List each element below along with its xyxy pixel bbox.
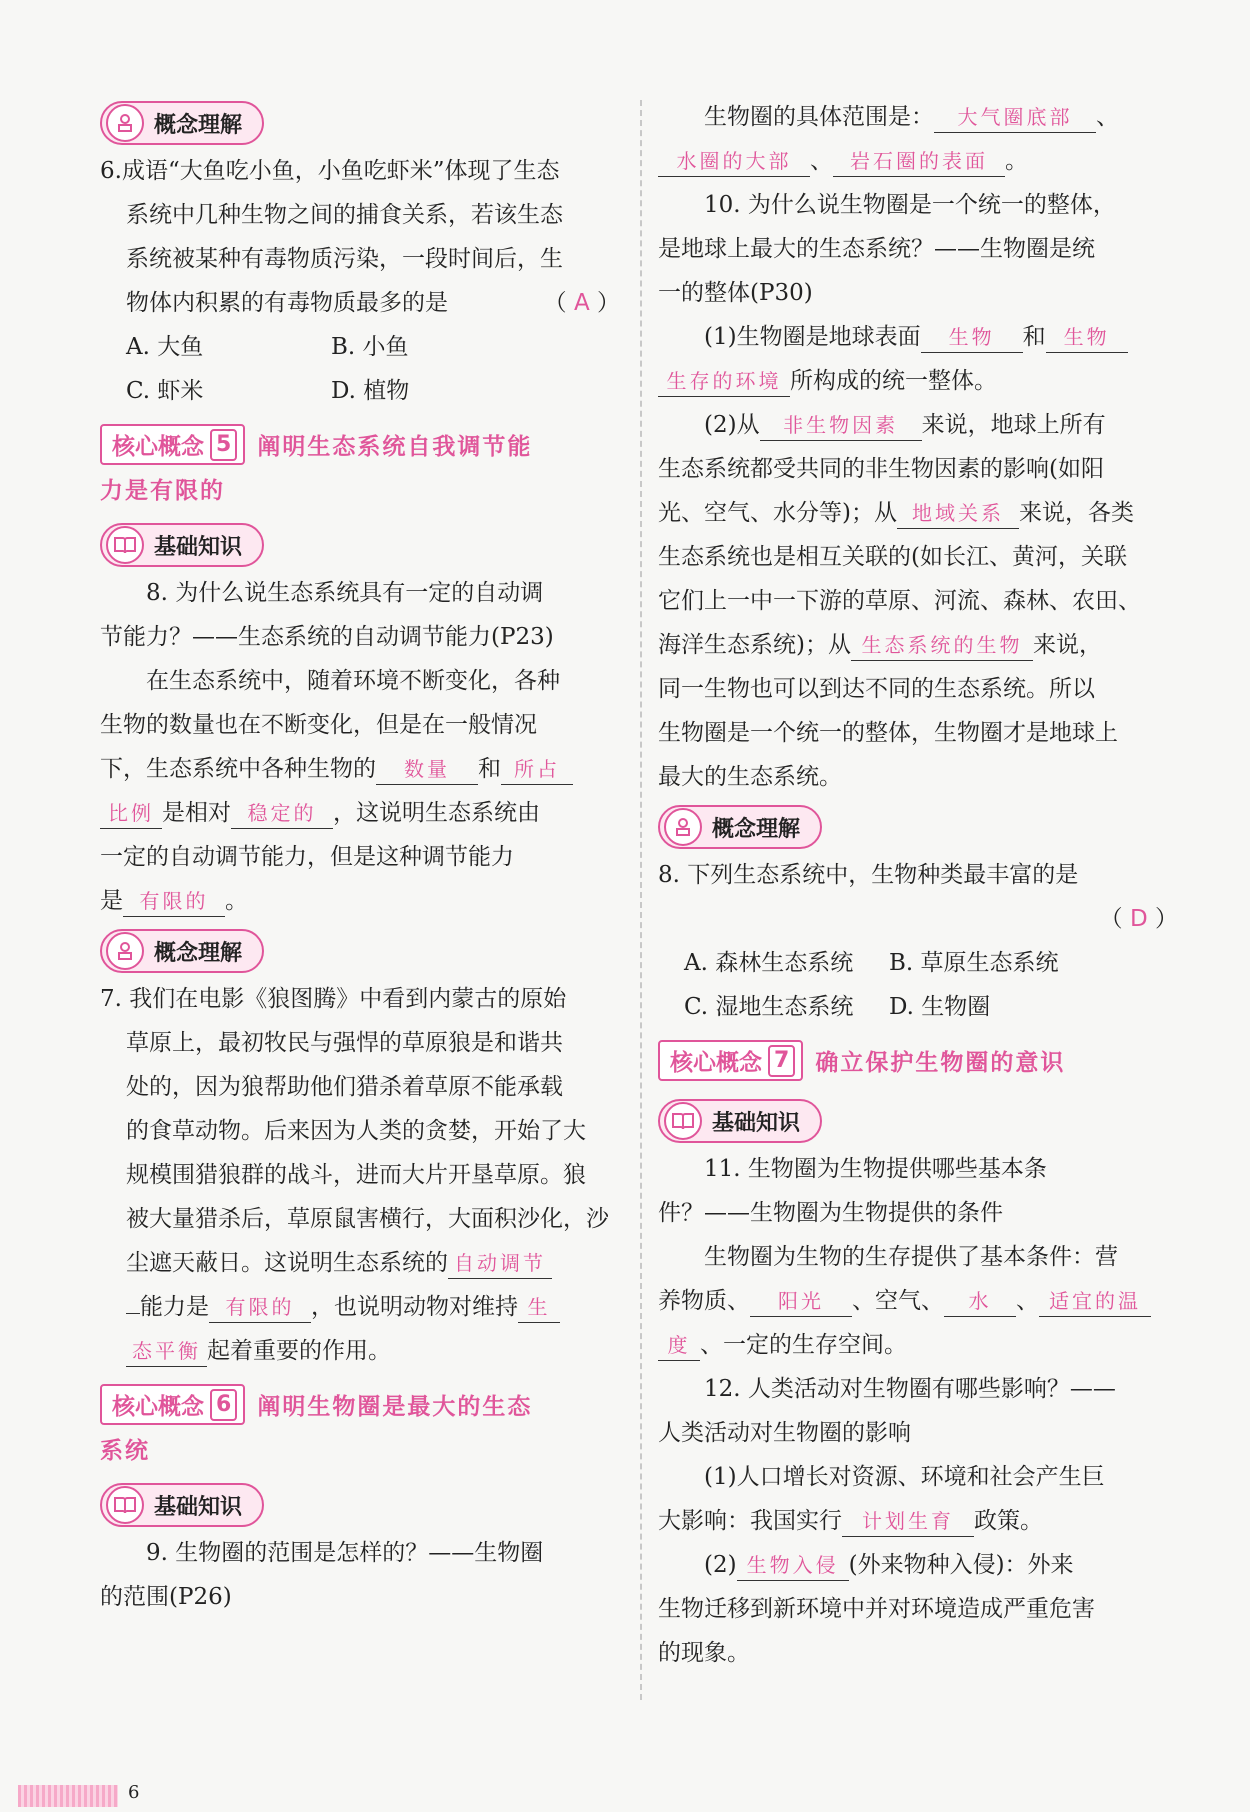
answer-blank: 生物入侵	[737, 1550, 849, 1581]
answer-choice: D	[1129, 906, 1148, 932]
answer-blank: 大气圈底部	[934, 102, 1096, 133]
answer-blank: 地域关系	[897, 498, 1019, 529]
left-column	[100, 95, 620, 1619]
question-12: 12. 人类活动对生物圈有哪些影响？—— 人类活动对生物圈的影响 (1)人口增长对资源、环境和社会产生巨 大影响：我国实行 计划生育 政策。 (2) 生物入侵 (外来物种入侵)：外来 生物迁移到新环境中并对环境造成严重危害 的现象。	[658, 1376, 1116, 1666]
right-column	[658, 95, 1178, 1675]
question-10: 10. 为什么说生物圈是一个统一的整体， 是地球上最大的生态系统？——生物圈是统 一的整体(P30) (1)生物圈是地球表面 生物 和 生物 生存的环境 所构成的统一整体。 (2)从 非生物因素 来说，地球上所有 生态系统都受共同的非生物因素的影响(如阳 光、空气、水分等)；从 地域关系 来说，各类 生态系统也是相互关联的(如长江、黄河，关联 它们上一中一下游的草原、河流、森林、农田、 海洋生态系统)；从 生态系统的生物 来说， 同一生物也可以到达不同的生态系统。所以 生物圈是一个统一的整体，生物圈才是地球上 最大的生态系统。	[658, 192, 1141, 790]
answer-blank: 有限的	[209, 1292, 311, 1323]
answer-blank: 生态系统的生物	[851, 630, 1033, 661]
answer-blank: 所占	[501, 754, 573, 785]
answer-blank: 生物	[921, 322, 1023, 353]
answer-blank: 水圈的大部	[658, 146, 810, 177]
answer-blank: 岩石圈的表面	[833, 146, 1005, 177]
tag-basic-knowledge-2: 基础知识	[100, 1483, 264, 1527]
tag-concept-understanding-3: 概念理解	[658, 805, 822, 849]
answer-blank: 计划生育	[842, 1506, 974, 1537]
answer-blank: 非生物因素	[760, 410, 922, 441]
tag-concept-understanding-2: 概念理解	[100, 929, 264, 973]
core-concept-6: 核心概念 6 阐明生物圈是最大的生态 系统	[100, 1383, 620, 1471]
book-icon	[106, 526, 144, 564]
answer-blank: 生存的环境	[658, 366, 790, 397]
answer-choice: A	[573, 290, 590, 316]
question-9: 9. 生物圈的范围是怎样的？——生物圈 的范围(P26)	[100, 1540, 544, 1610]
book-icon	[664, 1102, 702, 1140]
answer-blank: 生物	[1046, 322, 1128, 353]
biosphere-scope: 生物圈的具体范围是： 大气圈底部 、 水圈的大部 、 岩石圈的表面 。	[658, 95, 1178, 183]
person-reading-icon	[106, 932, 144, 970]
answer-blank: 数量	[376, 754, 478, 785]
answer-blank: 生	[518, 1292, 560, 1323]
footer-decoration	[18, 1785, 118, 1807]
answer-blank: 有限的	[123, 886, 225, 917]
person-reading-icon	[106, 104, 144, 142]
tag-basic-knowledge-3: 基础知识	[658, 1099, 822, 1143]
answer-blank: 阳光	[750, 1286, 852, 1317]
question-11: 11. 生物圈为生物提供哪些基本条 件？——生物圈为生物提供的条件 生物圈为生物的生存提供了基本条件：营 养物质、 阳光 、空气、 水 、 适宜的温 度 、一定的生存空间。	[658, 1147, 1178, 1367]
answer-blank: 态平衡	[126, 1336, 207, 1367]
question-6: 6.成语“大鱼吃小鱼，小鱼吃虾米”体现了生态 系统中几种生物之间的捕食关系，若该生态 系统被某种有毒物质污染，一段时间后，生 物体内积累的有毒物质最多的是 （ A ） A. 大鱼 B. 小鱼 C. 虾米 D. 植物	[100, 158, 620, 404]
answer-blank: 稳定的	[231, 798, 333, 829]
question-7: 7. 我们在电影《狼图腾》中看到内蒙古的原始 草原上，最初牧民与强悍的草原狼是和谐共 处的，因为狼帮助他们猎杀着草原不能承载 的食草动物。后来因为人类的贪婪，开始了大 规模围猎狼群的战斗，进而大片开垦草原。狼 被大量猎杀后，草原鼠害横行，大面积沙化，沙 尘遮天蔽日。这说明生态系统的 自动调节 能力是 有限的 ，也说明动物对维持 生 态平衡 起着重要的作用。	[100, 977, 620, 1373]
question-8-right: 8. 下列生态系统中，生物种类最丰富的是 （ D ） A. 森林生态系统 B. 草原生态系统 C. 湿地生态系统 D. 生物圈	[658, 862, 1178, 1020]
book-icon	[106, 1486, 144, 1524]
answer-blank: 比例	[100, 798, 162, 829]
answer-blank: 适宜的温	[1039, 1286, 1151, 1317]
tag-concept-understanding: 概念理解	[100, 101, 264, 145]
question-8-left: 8. 为什么说生态系统具有一定的自动调 节能力？——生态系统的自动调节能力(P23) 在生态系统中，随着环境不断变化，各种 生物的数量也在不断变化，但是在一般情况 下，生态系统中各种生物的 数量 和 所占 比例 是相对 稳定的 ，这说明生态系统由 一定的自动调节能力，但是这种调节能力 是 有限的 。	[100, 571, 620, 923]
answer-blank: 自动调节	[448, 1248, 552, 1279]
tag-basic-knowledge: 基础知识	[100, 523, 264, 567]
answer-blank	[126, 1313, 140, 1314]
page-number: 6	[128, 1782, 140, 1803]
column-divider	[640, 100, 642, 1700]
answer-blank: 水	[944, 1286, 1016, 1317]
person-reading-icon	[664, 808, 702, 846]
core-concept-7: 核心概念 7 确立保护生物圈的意识	[658, 1039, 1178, 1087]
answer-blank: 度	[658, 1330, 700, 1361]
core-concept-5: 核心概念 5 阐明生态系统自我调节能 力是有限的	[100, 423, 620, 511]
